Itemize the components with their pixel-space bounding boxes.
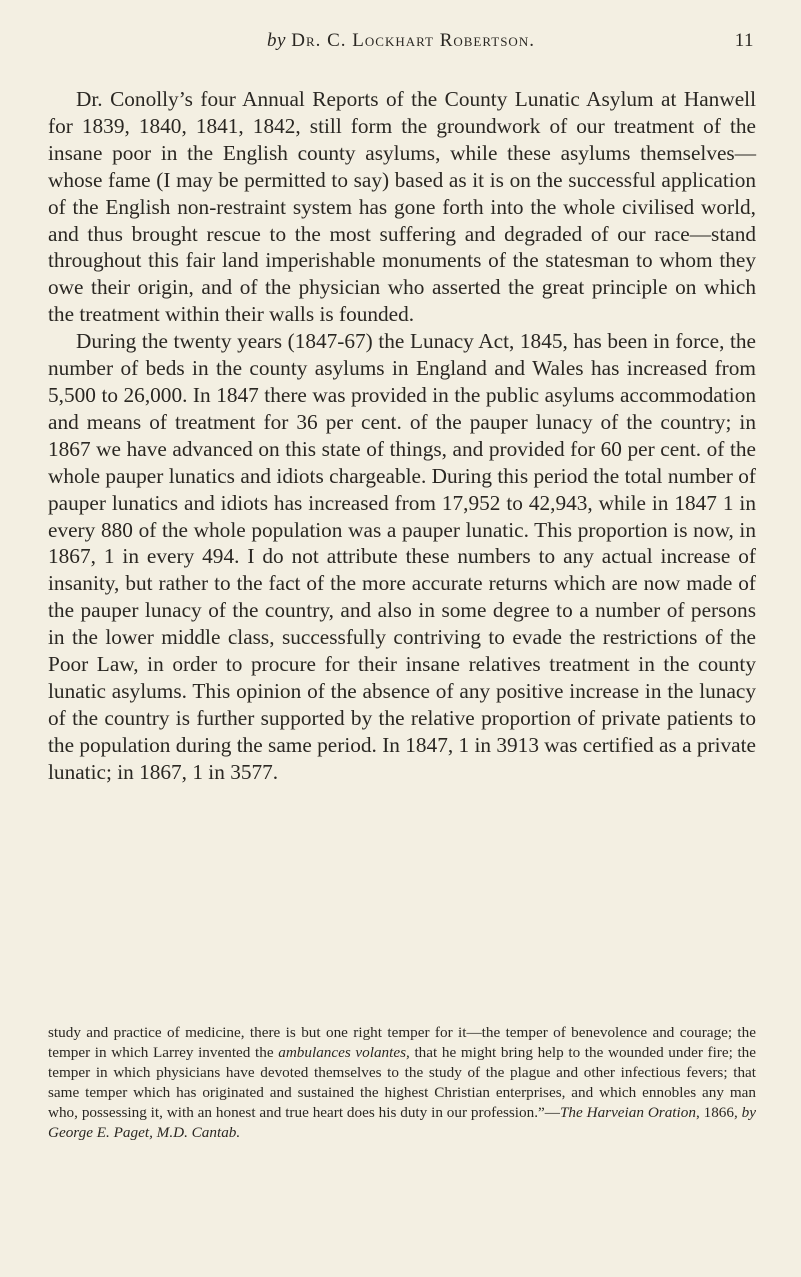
paragraph: Dr. Conolly’s four Annual Reports of the County Lunatic Asylum at Hanwell for 1839, 1840, 1841, 1842, still form the groundwork of our treatment of the insane poor in the English county asylums, while these asylums themselves—whose fame (I may be permitted to say) based as it is on the successful application of the English non-restraint system has gone forth into the whole civilised world, and thus brought rescue to the most suffering and degraded of our race—stand throughout this fair land imperishable monuments of the statesman to whom they owe their origin, and of the physician who asserted the great principle on which the treatment within their walls is founded. bbox=[48, 87, 756, 327]
footnote-source-title: The Harveian Oration bbox=[559, 1104, 696, 1122]
body-text bbox=[48, 86, 756, 786]
footnote-italic-term: ambulances volantes bbox=[278, 1044, 407, 1062]
paragraph: During the twenty years (1847-67) the Lunacy Act, 1845, has been in force, the number of beds in the county asylums in England and Wales has increased from 5,500 to 26,000. In 1847 there was provided in the public asylums accommodation and means of treatment for 36 per cent. of the pauper lunacy of the country; in 1867 we have advanced on this state of things, and provided for 60 per cent. of the whole pauper lunatics and idiots chargeable. During this period the total number of pauper lunatics and idiots has increased from 17,952 to 42,943, while in 1847 1 in every 880 of the whole population was a pauper lunatic. This proportion is now, in 1867, 1 in every 494. I do not attribute these numbers to any actual increase of insanity, but rather to the fact of the more accurate returns which are now made of the pauper lunacy of the country, and also in some degree to a number of persons in the lower middle class, successfully contriving to evade the restrictions of the Poor Law, in order to procure for their insane relatives treatment in the county lunatic asylums. This opinion of the absence of any positive increase in the lunacy of the country is further supported by the relative proportion of private patients to the population during the same period. In 1847, 1 in 3913 was certified as a private lunatic; in 1867, 1 in 3577. bbox=[48, 329, 756, 784]
running-title bbox=[48, 30, 754, 52]
footnote bbox=[48, 1023, 756, 1144]
footnote-paragraph bbox=[48, 1023, 756, 1144]
author-prefix: by bbox=[267, 30, 286, 51]
footnote-source-year: , 1866, bbox=[695, 1104, 742, 1122]
page-number: 11 bbox=[734, 30, 754, 51]
footnote-source-author: by George E. Paget, M.D. Cantab. bbox=[48, 1104, 757, 1142]
footnote-text-middle: , that he might bring help to the wounded under fire; the temper in which physicians have devoted themselves to the study of the plague and other infectious fevers; that same temper which has originated and sustained the highest Christian enterprises, and which ennobles any man who, possessing it, with an honest and true heart does his duty in our profession.”— bbox=[48, 1044, 756, 1122]
running-header bbox=[48, 30, 754, 56]
footnote-text-before: study and practice of medicine, there is but one right temper for it—the temper of benevolence and courage; the temper in which Larrey invented the bbox=[48, 1024, 756, 1062]
author-name: Dr. C. Lockhart Robertson. bbox=[291, 30, 535, 51]
